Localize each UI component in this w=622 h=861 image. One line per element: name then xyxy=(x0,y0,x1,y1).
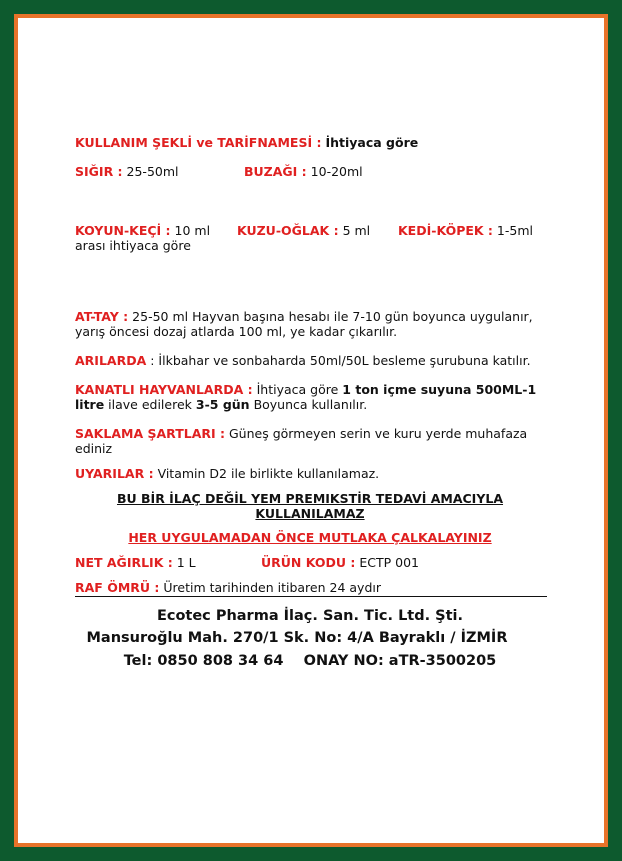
storage-text: Güneş görmeyen serin ve kuru yerde muhafaza ediniz xyxy=(75,426,528,456)
cattle-label: SIĞIR : xyxy=(75,164,123,179)
not-drug-notice: BU BİR İLAÇ DEĞİL YEM PREMIKSTİR TEDAVİ AMACIYLA KULLANILAMAZ xyxy=(116,491,504,521)
shake-notice: HER UYGULAMADAN ÖNCE MUTLAKA ÇALKALAYINIZ xyxy=(128,530,492,545)
sheep-dose xyxy=(75,223,210,238)
poultry-text-2: ilave edilerek xyxy=(108,397,192,412)
usage-line xyxy=(75,135,418,150)
cat-dog-dose xyxy=(398,223,533,238)
shelf-life-value: Üretim tarihinden itibaren 24 aydır xyxy=(163,580,381,595)
storage-label: SAKLAMA ŞARTLARI : xyxy=(75,426,225,441)
net-weight-label: NET AĞIRLIK : xyxy=(75,555,173,570)
cattle-value: 25-50ml xyxy=(126,164,179,179)
calf-label: BUZAĞI : xyxy=(244,164,307,179)
net-weight-value: 1 L xyxy=(176,555,196,570)
horse-label: AT-TAY : xyxy=(75,309,129,324)
usage-label: KULLANIM ŞEKLİ ve TARİFNAMESİ : xyxy=(75,135,322,150)
lamb-value: 5 ml xyxy=(342,223,371,238)
calf-dose xyxy=(244,164,363,179)
warnings-text: Vitamin D2 ile birlikte kullanılamaz. xyxy=(157,466,380,481)
product-code-label: ÜRÜN KODU : xyxy=(261,555,356,570)
sheep-value: 10 ml xyxy=(174,223,211,238)
lamb-label: KUZU-OĞLAK : xyxy=(237,223,339,238)
usage-value: İhtiyaca göre xyxy=(325,135,419,150)
bees-text: : İlkbahar ve sonbaharda 50ml/50L besleme şurubuna katılır. xyxy=(150,353,531,368)
cattle-dose xyxy=(75,164,179,179)
poultry-bold-1: 1 ton içme suyuna 500ML-1 litre xyxy=(75,382,537,412)
cat-dog-label: KEDİ-KÖPEK : xyxy=(398,223,493,238)
bees-dose xyxy=(75,353,531,368)
cat-dog-value: 1-5ml xyxy=(496,223,533,238)
product-code-value: ECTP 001 xyxy=(359,555,419,570)
warnings-label: UYARILAR : xyxy=(75,466,154,481)
company-contact: Tel: 0850 808 34 64 ONAY NO: aTR-3500205 xyxy=(123,653,497,669)
company-address: Mansuroğlu Mah. 270/1 Sk. No: 4/A Bayraklı / İZMİR xyxy=(86,630,508,646)
warnings xyxy=(75,466,379,481)
calf-value: 10-20ml xyxy=(310,164,363,179)
divider xyxy=(75,596,547,597)
storage-conditions xyxy=(75,426,545,456)
company-name: Ecotec Pharma İlaç. San. Tic. Ltd. Şti. xyxy=(156,608,464,624)
horse-dose xyxy=(75,309,545,339)
product-code xyxy=(261,555,419,570)
shelf-life-label: RAF ÖMRÜ : xyxy=(75,580,160,595)
poultry-bold-2: 3-5 gün xyxy=(195,397,250,412)
net-weight xyxy=(75,555,196,570)
poultry-label: KANATLI HAYVANLARDA : xyxy=(75,382,253,397)
horse-text: 25-50 ml Hayvan başına hesabı ile 7-10 gün boyunca uygulanır, yarış öncesi dozaj atlarda 100 ml, ye kadar çıkarılır. xyxy=(75,309,533,339)
poultry-dose xyxy=(75,382,545,412)
shelf-life xyxy=(75,580,381,595)
poultry-text-1: İhtiyaca göre xyxy=(256,382,339,397)
cat-dog-note: arası ihtiyaca göre xyxy=(75,238,191,253)
bees-label: ARILARDA xyxy=(75,353,147,368)
lamb-dose xyxy=(237,223,370,238)
poultry-text-3: Boyunca kullanılır. xyxy=(253,397,368,412)
sheep-label: KOYUN-KEÇİ : xyxy=(75,223,171,238)
